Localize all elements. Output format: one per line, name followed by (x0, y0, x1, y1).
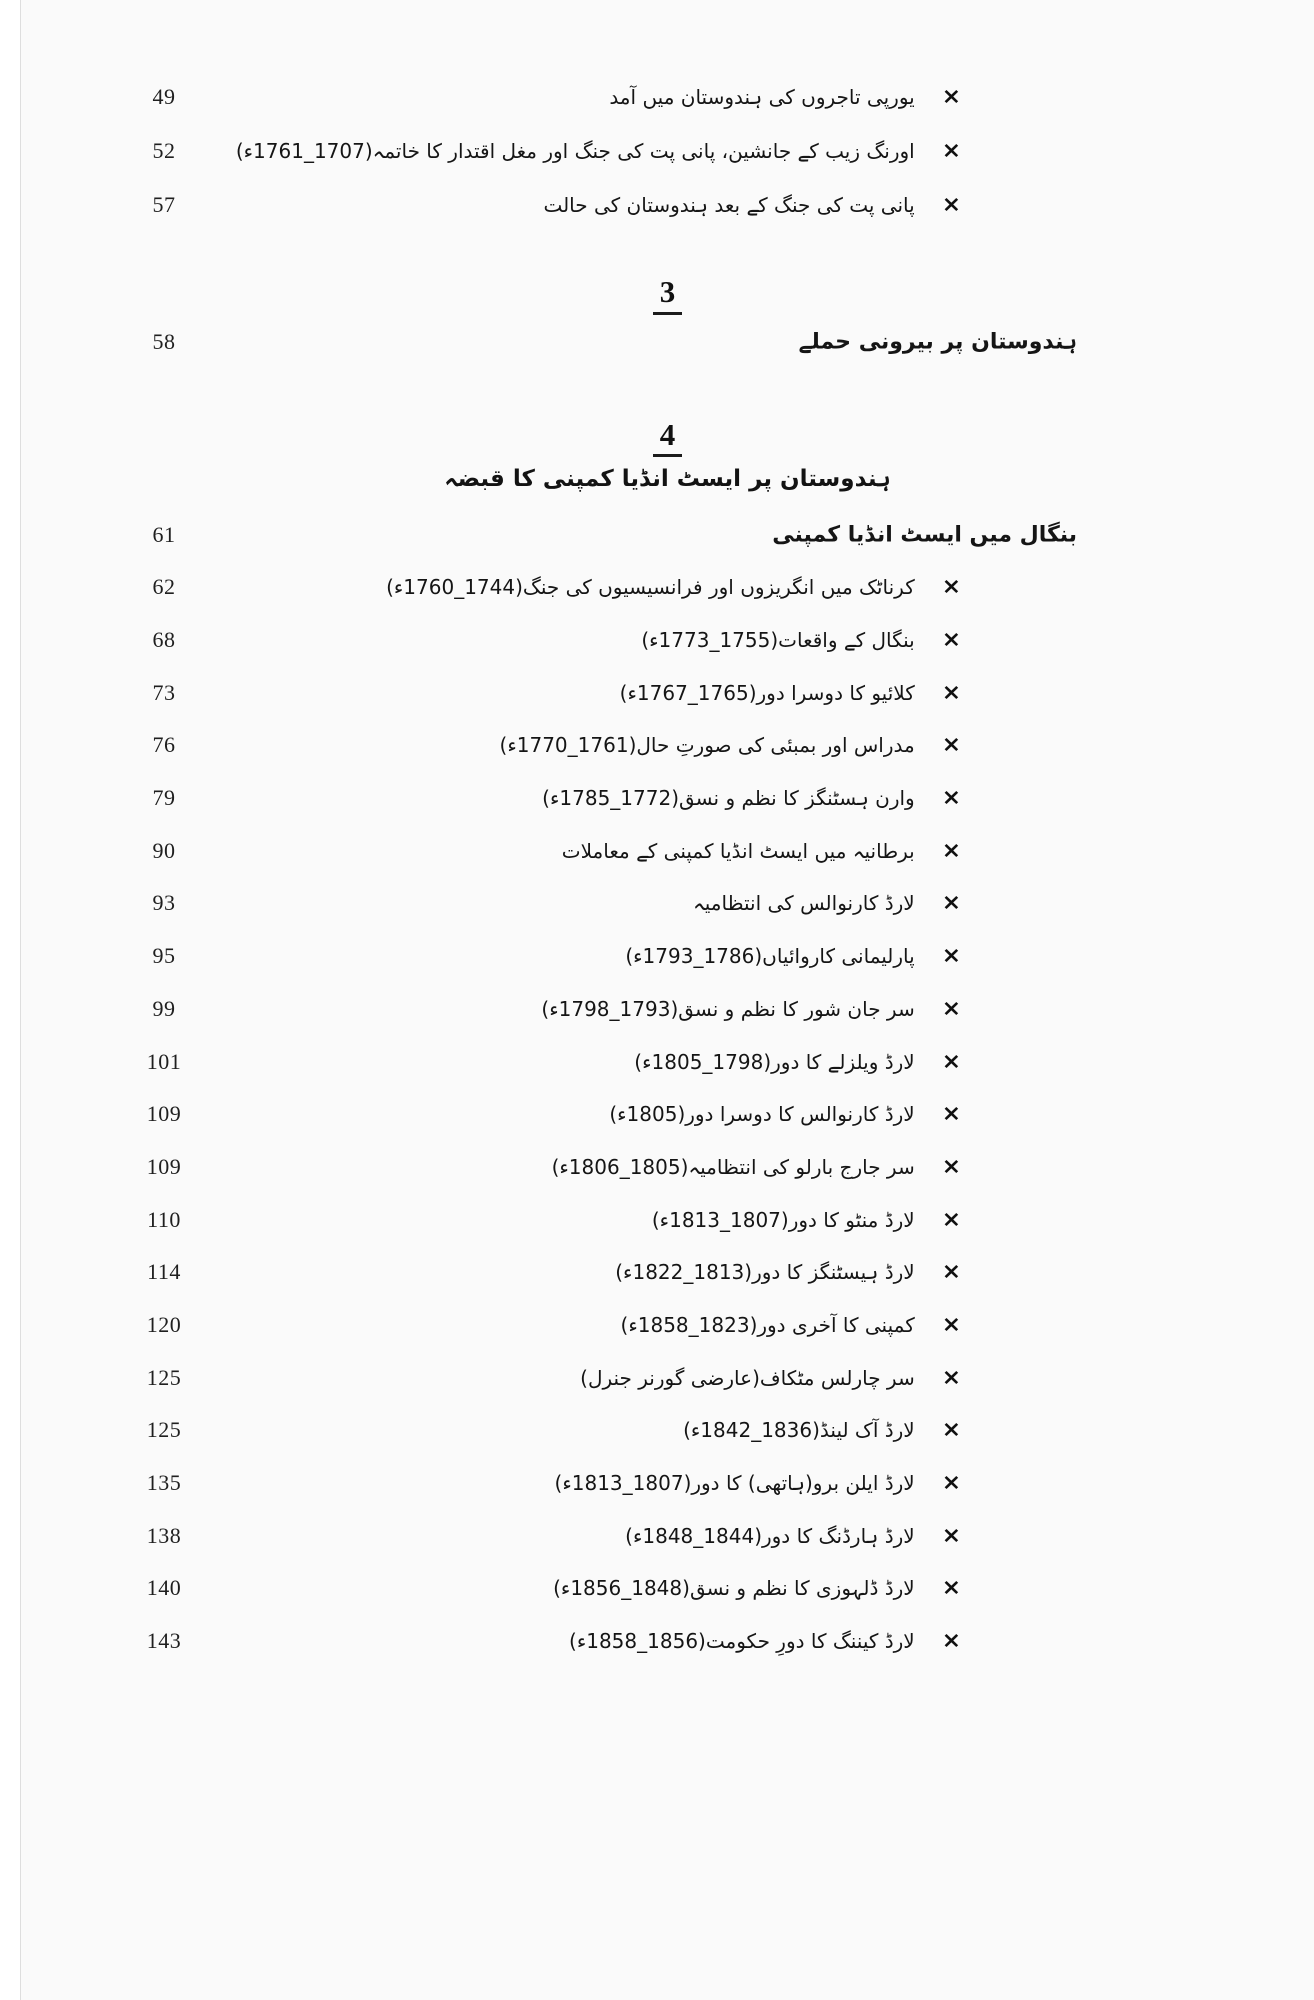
toc-row (21, 614, 1314, 667)
x-bullet-icon: × (941, 680, 961, 706)
toc-entry (693, 891, 961, 915)
toc-entry-label: لارڈ ویلزلے کا دور(1798_1805ء) (634, 1049, 915, 1074)
toc-entry (569, 1629, 961, 1653)
page-number: 62 (152, 574, 176, 600)
toc-entry (543, 193, 961, 217)
toc-entry-label: مدراس اور بمبئی کی صورتِ حال(1761_1770ء) (499, 733, 915, 758)
toc-section-list (21, 508, 1314, 1667)
page-number: 68 (152, 627, 176, 652)
page-number: 90 (152, 837, 176, 863)
x-bullet-icon: × (941, 733, 961, 758)
page-number: 114 (147, 1259, 181, 1285)
x-bullet-icon: × (941, 838, 961, 864)
page-number: 52 (152, 138, 176, 163)
toc-entry (552, 1155, 961, 1179)
toc-entry (625, 944, 961, 968)
x-bullet-icon: × (941, 84, 961, 110)
toc-sections (21, 274, 1314, 1667)
toc-entry (641, 628, 961, 652)
toc-row (21, 1035, 1314, 1088)
toc-entry (634, 1050, 961, 1074)
toc-row (21, 70, 1314, 124)
x-bullet-icon: × (941, 574, 961, 600)
toc-entry-label: سر چارلس مٹکاف(عارضی گورنر جنرل) (580, 1365, 915, 1390)
page-number: 99 (152, 995, 176, 1021)
toc-entry (652, 1208, 961, 1232)
toc-row (21, 930, 1314, 983)
toc-entry-label: وارن ہسٹنگز کا نظم و نسق(1772_1785ء) (542, 786, 915, 811)
x-bullet-icon: × (941, 1101, 961, 1127)
page-number: 125 (146, 1364, 182, 1390)
toc-content (21, 0, 1314, 2000)
section-subtitle: ہندوستان پر ایسٹ انڈیا کمپنی کا قبضہ (444, 466, 891, 493)
toc-entry-label: پارلیمانی کاروائیاں(1786_1793ء) (625, 944, 915, 969)
toc-entry (542, 786, 961, 810)
x-bullet-icon: × (941, 996, 961, 1022)
toc-entry-label: لارڈ کیننگ کا دورِ حکومت(1856_1858ء) (569, 1629, 915, 1654)
page-number: 120 (146, 1311, 182, 1337)
toc-row (21, 1193, 1314, 1246)
toc-entry (553, 1576, 961, 1600)
x-bullet-icon: × (941, 891, 961, 916)
toc-entry (615, 1260, 961, 1284)
x-bullet-icon: × (941, 1049, 961, 1074)
toc-row (21, 178, 1314, 232)
toc-entry-label: بنگال میں ایسٹ انڈیا کمپنی (772, 522, 1077, 548)
page-number: 76 (152, 732, 176, 758)
toc-entry-label: لارڈ ڈلہوزی کا نظم و نسق(1848_1856ء) (553, 1576, 915, 1601)
toc-entry-label: ہندوستان پر بیرونی حملے (798, 329, 1077, 355)
toc-entry-label: لارڈ ہارڈنگ کا دور(1844_1848ء) (625, 1523, 915, 1548)
toc-row (21, 1509, 1314, 1562)
page-left-edge (0, 0, 21, 2000)
x-bullet-icon: × (941, 1470, 961, 1496)
toc-row (21, 1299, 1314, 1352)
x-bullet-icon: × (941, 1576, 961, 1601)
toc-entry (620, 681, 961, 705)
toc-entry (772, 522, 1077, 547)
toc-entry (625, 1524, 961, 1548)
toc-entry-label: یورپی تاجروں کی ہندوستان میں آمد (609, 85, 915, 109)
toc-entry-label: لارڈ ہیسٹنگز کا دور(1813_1822ء) (615, 1260, 915, 1285)
toc-entry-label: پانی پت کی جنگ کے بعد ہندوستان کی حالت (543, 193, 915, 217)
toc-entry (609, 1102, 961, 1126)
toc-row (21, 1457, 1314, 1510)
toc-section (21, 274, 1314, 369)
toc-entry (236, 139, 961, 163)
toc-entry-label: لارڈ منٹو کا دور(1807_1813ء) (651, 1207, 915, 1232)
toc-row (21, 508, 1314, 561)
section-heading (21, 274, 1314, 315)
toc-row (21, 982, 1314, 1035)
page-number: 125 (146, 1417, 182, 1443)
toc-entry-label: اورنگ زیب کے جانشین، پانی پت کی جنگ اور مغل اقتدار کا خاتمہ(1707_1761ء) (235, 139, 915, 163)
toc-entry-label: بنگال کے واقعات(1755_1773ء) (641, 628, 915, 652)
toc-row (21, 1562, 1314, 1615)
x-bullet-icon: × (941, 943, 961, 969)
page-number: 101 (146, 1048, 182, 1074)
page-number: 95 (152, 943, 176, 969)
page-number: 138 (146, 1522, 182, 1548)
toc-row (21, 772, 1314, 825)
section-number: 4 (653, 417, 683, 458)
page-number: 140 (146, 1575, 182, 1601)
page-number: 49 (152, 84, 176, 109)
x-bullet-icon: × (941, 138, 961, 164)
section-number: 3 (653, 274, 683, 315)
page-number: 79 (152, 785, 176, 811)
page-number: 143 (146, 1628, 182, 1654)
toc-entry (683, 1418, 961, 1442)
toc-entry-label: لارڈ ایلن برو(ہاتھی) کا دور(1807_1813ء) (554, 1471, 915, 1495)
x-bullet-icon: × (941, 1523, 961, 1549)
page-number: 93 (152, 890, 176, 916)
toc-section (21, 417, 1314, 1668)
toc-entry (555, 1471, 961, 1495)
toc-row (21, 315, 1314, 369)
toc-row (21, 1246, 1314, 1299)
x-bullet-icon: × (941, 1259, 961, 1285)
toc-entry-label: سر جان شور کا نظم و نسق(1793_1798ء) (541, 996, 915, 1021)
x-bullet-icon: × (941, 785, 961, 811)
page-number: 109 (146, 1101, 182, 1127)
toc-entry-label: سر جارج بارلو کی انتظامیہ(1805_1806ء) (551, 1154, 915, 1179)
x-bullet-icon: × (941, 627, 961, 653)
toc-row (21, 719, 1314, 772)
page-number: 61 (152, 521, 176, 547)
toc-section-list (21, 315, 1314, 369)
toc-row (21, 1404, 1314, 1457)
toc-entry-label: برطانیہ میں ایسٹ انڈیا کمپنی کے معاملات (561, 838, 915, 863)
x-bullet-icon: × (941, 1207, 961, 1232)
x-bullet-icon: × (941, 1417, 961, 1443)
toc-row (21, 1351, 1314, 1404)
toc-row (21, 877, 1314, 930)
toc-entry-label: لارڈ کارنوالس کا دوسرا دور(1805ء) (609, 1102, 915, 1127)
page-number: 135 (146, 1470, 182, 1495)
toc-entry (799, 329, 1077, 354)
toc-row (21, 666, 1314, 719)
page-number: 110 (147, 1206, 181, 1232)
toc-entry-label: لارڈ آک لینڈ(1836_1842ء) (683, 1418, 915, 1443)
toc-entry (500, 733, 961, 757)
toc-row (21, 1088, 1314, 1141)
toc-entry (580, 1366, 961, 1390)
x-bullet-icon: × (941, 1628, 961, 1654)
toc-row (21, 124, 1314, 178)
toc-row (21, 561, 1314, 614)
page-number: 109 (146, 1153, 182, 1179)
section-heading (21, 417, 1314, 458)
toc-entry-label: کرناٹک میں انگریزوں اور فرانسیسیوں کی جنگ(1744_1760ء) (386, 575, 915, 600)
toc-entry (609, 85, 961, 109)
page-number: 58 (152, 328, 176, 354)
x-bullet-icon: × (941, 1312, 961, 1338)
x-bullet-icon: × (941, 1365, 961, 1390)
page-number: 73 (152, 679, 176, 705)
toc-entry-label: کلائیو کا دوسرا دور(1765_1767ء) (619, 680, 915, 705)
toc-row (21, 1141, 1314, 1194)
toc-entry-label: لارڈ کارنوالس کی انتظامیہ (693, 891, 915, 916)
toc-entry (621, 1313, 961, 1337)
toc-entry (386, 575, 961, 599)
toc-entry (541, 997, 961, 1021)
toc-row (21, 824, 1314, 877)
page-number: 57 (152, 192, 176, 217)
toc-pre-section-list (21, 0, 1314, 232)
x-bullet-icon: × (941, 192, 961, 218)
toc-row (21, 1615, 1314, 1668)
x-bullet-icon: × (941, 1154, 961, 1180)
toc-entry-label: کمپنی کا آخری دور(1823_1858ء) (620, 1312, 915, 1337)
toc-entry (562, 839, 961, 863)
